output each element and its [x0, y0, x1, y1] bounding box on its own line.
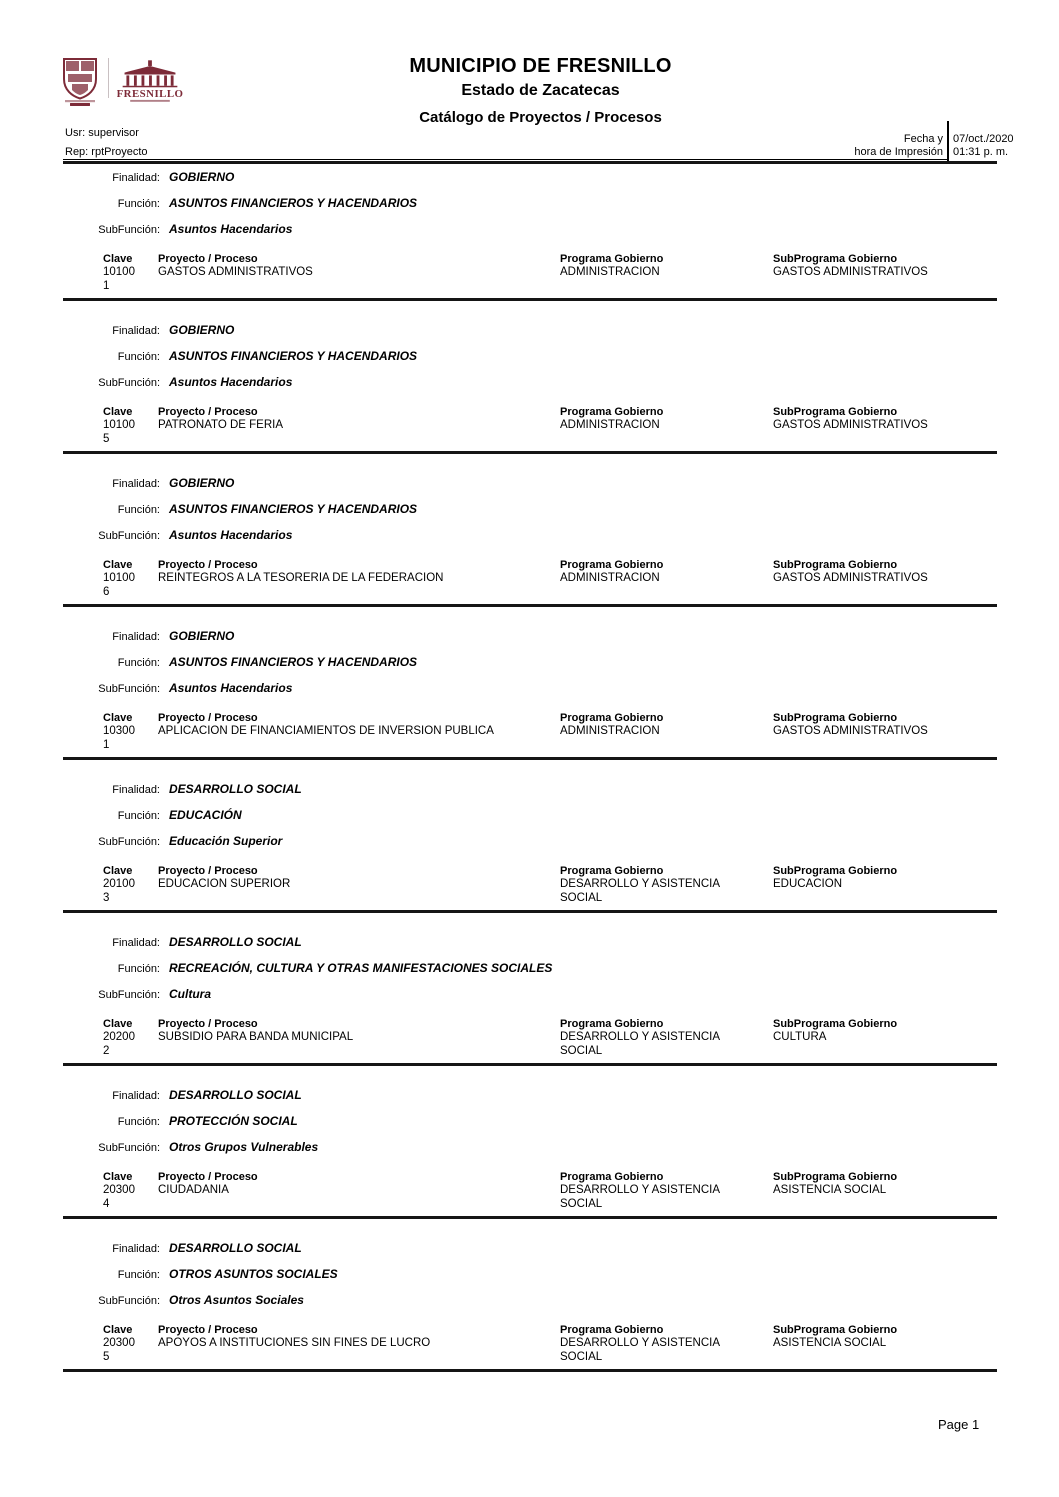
subprograma-column-header: SubPrograma Gobierno: [773, 406, 898, 418]
funcion-label: Función:: [117, 963, 160, 975]
table-row: [63, 1031, 997, 1058]
funcion-label: Función:: [117, 1269, 160, 1281]
subfuncion-value: Asuntos Hacendarios: [169, 681, 293, 695]
programa-cell: [560, 1184, 773, 1211]
programa-column-header: Programa Gobierno: [560, 1171, 664, 1183]
print-label-line2: hora de Impresión: [854, 146, 943, 158]
table-row: [63, 266, 997, 293]
projects-table: [63, 405, 997, 446]
finalidad-row: [63, 629, 997, 644]
programa-column-header: Programa Gobierno: [560, 1018, 664, 1030]
programa-column-header: Programa Gobierno: [560, 253, 664, 265]
proyecto-column-header: Proyecto / Proceso: [158, 406, 258, 418]
subprograma-column-header: SubPrograma Gobierno: [773, 559, 898, 571]
subfuncion-value: Asuntos Hacendarios: [169, 528, 293, 542]
funcion-value: ASUNTOS FINANCIEROS Y HACENDARIOS: [169, 502, 418, 516]
finalidad-value: GOBIERNO: [169, 323, 235, 337]
finalidad-label: Finalidad:: [112, 478, 160, 490]
subfuncion-label: SubFunción:: [98, 530, 160, 542]
programa-value: ADMINISTRACION: [560, 266, 660, 278]
funcion-value: EDUCACIÓN: [169, 808, 242, 822]
table-header-row: [63, 711, 997, 725]
programa-cell: [560, 572, 773, 586]
page-title: MUNICIPIO DE FRESNILLO: [409, 55, 672, 77]
funcion-label: Función:: [117, 504, 160, 516]
table-header-row: [63, 405, 997, 419]
subfuncion-row: [63, 987, 997, 1002]
clave-value: 20300: [103, 1337, 135, 1349]
finalidad-value: DESARROLLO SOCIAL: [169, 1241, 302, 1255]
subfuncion-value: Cultura: [169, 987, 211, 1001]
finalidad-value: GOBIERNO: [169, 170, 235, 184]
table-row: [63, 725, 997, 752]
projects-table: [63, 1323, 997, 1364]
clave-cell: [103, 878, 158, 905]
proyecto-column-header: Proyecto / Proceso: [158, 712, 258, 724]
programa-column-header: Programa Gobierno: [560, 712, 664, 724]
subfuncion-label: SubFunción:: [98, 1142, 160, 1154]
clave-column-header: Clave: [103, 559, 133, 571]
clave-value: 20300: [103, 1184, 135, 1196]
proyecto-cell: GASTOS ADMINISTRATIVOS: [158, 266, 313, 278]
subprograma-column-header: SubPrograma Gobierno: [773, 1018, 898, 1030]
finalidad-label: Finalidad:: [112, 325, 160, 337]
table-header-row: [63, 1170, 997, 1184]
programa-value: ADMINISTRACION: [560, 419, 660, 431]
subfuncion-row: [63, 681, 997, 696]
table-header-row: [63, 1017, 997, 1031]
proyecto-column-header: Proyecto / Proceso: [158, 1171, 258, 1183]
title-block: [22, 55, 1059, 126]
programa-value: ADMINISTRACION: [560, 572, 660, 584]
catalog-section: [63, 454, 997, 607]
funcion-row: [63, 1114, 997, 1129]
catalog-section: [63, 913, 997, 1066]
proyecto-cell: PATRONATO DE FERIA: [158, 419, 284, 431]
projects-table: [63, 1170, 997, 1211]
clave-suffix-value: 6: [103, 585, 110, 598]
finalidad-row: [63, 935, 997, 950]
finalidad-label: Finalidad:: [112, 937, 160, 949]
subfuncion-value: Educación Superior: [169, 834, 283, 848]
clave-cell: [103, 1337, 158, 1364]
funcion-row: [63, 502, 997, 517]
funcion-label: Función:: [117, 810, 160, 822]
clave-value: 20200: [103, 1031, 135, 1043]
finalidad-row: [63, 782, 997, 797]
subfuncion-value: Asuntos Hacendarios: [169, 222, 293, 236]
programa-value: DESARROLLO Y ASISTENCIA SOCIAL: [560, 1184, 720, 1210]
clave-suffix-value: 5: [103, 432, 110, 445]
catalog-section: [63, 164, 997, 301]
subfuncion-row: [63, 1293, 997, 1308]
finalidad-row: [63, 476, 997, 491]
projects-table: [63, 252, 997, 293]
subprograma-cell: GASTOS ADMINISTRATIVOS: [773, 572, 928, 584]
clave-column-header: Clave: [103, 1324, 133, 1336]
programa-cell: [560, 1337, 773, 1364]
proyecto-column-header: Proyecto / Proceso: [158, 1324, 258, 1336]
report-body: [63, 164, 997, 1372]
print-datetime-separator: [947, 121, 949, 161]
proyecto-column-header: Proyecto / Proceso: [158, 865, 258, 877]
table-row: [63, 1337, 997, 1364]
finalidad-value: DESARROLLO SOCIAL: [169, 1088, 302, 1102]
print-label-line1: Fecha y: [903, 133, 943, 145]
funcion-row: [63, 196, 997, 211]
subfuncion-label: SubFunción:: [98, 836, 160, 848]
subfuncion-row: [63, 528, 997, 543]
clave-cell: [103, 266, 158, 293]
clave-cell: [103, 1031, 158, 1058]
funcion-row: [63, 655, 997, 670]
clave-column-header: Clave: [103, 1018, 133, 1030]
proyecto-cell: APLICACION DE FINANCIAMIENTOS DE INVERSION PUBLICA: [158, 725, 494, 737]
programa-column-header: Programa Gobierno: [560, 865, 664, 877]
subfuncion-label: SubFunción:: [98, 683, 160, 695]
clave-value: 20100: [103, 878, 135, 890]
programa-cell: [560, 725, 773, 739]
funcion-row: [63, 349, 997, 364]
subfuncion-row: [63, 1140, 997, 1155]
table-row: [63, 419, 997, 446]
print-date-value: 07/oct./2020: [953, 133, 1014, 145]
table-header-row: [63, 252, 997, 266]
projects-table: [63, 558, 997, 599]
subfuncion-row: [63, 834, 997, 849]
catalog-section: [63, 607, 997, 760]
clave-value: 10100: [103, 419, 135, 431]
subprograma-column-header: SubPrograma Gobierno: [773, 253, 898, 265]
subprograma-cell: GASTOS ADMINISTRATIVOS: [773, 419, 928, 431]
clave-cell: [103, 419, 158, 446]
funcion-value: OTROS ASUNTOS SOCIALES: [169, 1267, 338, 1281]
user-label: Usr: supervisor: [65, 127, 139, 139]
subprograma-column-header: SubPrograma Gobierno: [773, 712, 898, 724]
subprograma-cell: GASTOS ADMINISTRATIVOS: [773, 266, 928, 278]
subprograma-cell: ASISTENCIA SOCIAL: [773, 1337, 887, 1349]
funcion-label: Función:: [117, 1116, 160, 1128]
funcion-label: Función:: [117, 351, 160, 363]
programa-value: ADMINISTRACION: [560, 725, 660, 737]
proyecto-column-header: Proyecto / Proceso: [158, 559, 258, 571]
subprograma-column-header: SubPrograma Gobierno: [773, 865, 898, 877]
table-header-row: [63, 1323, 997, 1337]
proyecto-cell: REINTEGROS A LA TESORERIA DE LA FEDERACION: [158, 572, 444, 584]
clave-suffix-value: 3: [103, 891, 110, 904]
print-datetime-value: [953, 133, 1014, 159]
clave-cell: [103, 725, 158, 752]
clave-suffix-value: 4: [103, 1197, 110, 1210]
catalog-section: [63, 1219, 997, 1372]
subprograma-cell: ASISTENCIA SOCIAL: [773, 1184, 887, 1196]
finalidad-label: Finalidad:: [112, 1090, 160, 1102]
catalog-section: [63, 301, 997, 454]
clave-value: 10100: [103, 572, 135, 584]
table-row: [63, 1184, 997, 1211]
clave-column-header: Clave: [103, 406, 133, 418]
finalidad-row: [63, 323, 997, 338]
programa-value: DESARROLLO Y ASISTENCIA SOCIAL: [560, 1031, 720, 1057]
finalidad-label: Finalidad:: [112, 172, 160, 184]
programa-column-header: Programa Gobierno: [560, 559, 664, 571]
programa-cell: [560, 878, 773, 905]
proyecto-cell: SUBSIDIO PARA BANDA MUNICIPAL: [158, 1031, 354, 1043]
programa-cell: [560, 419, 773, 433]
subprograma-cell: EDUCACION: [773, 878, 843, 890]
projects-table: [63, 864, 997, 905]
funcion-row: [63, 961, 997, 976]
funcion-value: PROTECCIÓN SOCIAL: [169, 1114, 298, 1128]
projects-table: [63, 711, 997, 752]
table-header-row: [63, 864, 997, 878]
proyecto-cell: EDUCACION SUPERIOR: [158, 878, 291, 890]
subprograma-cell: GASTOS ADMINISTRATIVOS: [773, 725, 928, 737]
subprograma-column-header: SubPrograma Gobierno: [773, 1324, 898, 1336]
funcion-value: ASUNTOS FINANCIEROS Y HACENDARIOS: [169, 196, 418, 210]
subprograma-cell: CULTURA: [773, 1031, 827, 1043]
clave-column-header: Clave: [103, 1171, 133, 1183]
subfuncion-row: [63, 375, 997, 390]
finalidad-value: GOBIERNO: [169, 629, 235, 643]
clave-value: 10100: [103, 266, 135, 278]
header-rule-thin: [63, 159, 947, 160]
programa-column-header: Programa Gobierno: [560, 406, 664, 418]
finalidad-label: Finalidad:: [112, 631, 160, 643]
page-number: Page 1: [938, 1417, 980, 1432]
report-title: Catálogo de Proyectos / Procesos: [419, 109, 662, 126]
finalidad-value: GOBIERNO: [169, 476, 235, 490]
proyecto-column-header: Proyecto / Proceso: [158, 1018, 258, 1030]
finalidad-row: [63, 1241, 997, 1256]
subfuncion-value: Otros Asuntos Sociales: [169, 1293, 304, 1307]
subfuncion-value: Asuntos Hacendarios: [169, 375, 293, 389]
clave-value: 10300: [103, 725, 135, 737]
subfuncion-value: Otros Grupos Vulnerables: [169, 1140, 319, 1154]
funcion-value: ASUNTOS FINANCIEROS Y HACENDARIOS: [169, 349, 418, 363]
subfuncion-label: SubFunción:: [98, 224, 160, 236]
finalidad-value: DESARROLLO SOCIAL: [169, 782, 302, 796]
catalog-section: [63, 760, 997, 913]
proyecto-column-header: Proyecto / Proceso: [158, 253, 258, 265]
clave-suffix-value: 5: [103, 1350, 110, 1363]
finalidad-value: DESARROLLO SOCIAL: [169, 935, 302, 949]
clave-column-header: Clave: [103, 253, 133, 265]
programa-value: DESARROLLO Y ASISTENCIA SOCIAL: [560, 1337, 720, 1363]
fresnillo-logo-text: FRESNILLO: [117, 88, 183, 101]
funcion-row: [63, 1267, 997, 1282]
funcion-row: [63, 808, 997, 823]
finalidad-label: Finalidad:: [112, 784, 160, 796]
finalidad-row: [63, 170, 997, 185]
finalidad-row: [63, 1088, 997, 1103]
subfuncion-label: SubFunción:: [98, 1295, 160, 1307]
catalog-section: [63, 1066, 997, 1219]
subfuncion-row: [63, 222, 997, 237]
subprograma-column-header: SubPrograma Gobierno: [773, 1171, 898, 1183]
report-name-label: Rep: rptProyecto: [65, 146, 148, 158]
print-datetime-label: [854, 133, 943, 159]
page-subtitle: Estado de Zacatecas: [461, 82, 620, 99]
table-row: [63, 572, 997, 599]
programa-column-header: Programa Gobierno: [560, 1324, 664, 1336]
table-row: [63, 878, 997, 905]
programa-value: DESARROLLO Y ASISTENCIA SOCIAL: [560, 878, 720, 904]
funcion-label: Función:: [117, 657, 160, 669]
subfuncion-label: SubFunción:: [98, 989, 160, 1001]
programa-cell: [560, 266, 773, 280]
funcion-label: Función:: [117, 198, 160, 210]
proyecto-cell: APOYOS A INSTITUCIONES SIN FINES DE LUCRO: [158, 1337, 431, 1349]
clave-suffix-value: 2: [103, 1044, 110, 1057]
print-time-value: 01:31 p. m.: [953, 146, 1009, 158]
table-header-row: [63, 558, 997, 572]
subfuncion-label: SubFunción:: [98, 377, 160, 389]
funcion-value: ASUNTOS FINANCIEROS Y HACENDARIOS: [169, 655, 418, 669]
funcion-value: RECREACIÓN, CULTURA Y OTRAS MANIFESTACIONES SOCIALES: [169, 961, 553, 975]
clave-cell: [103, 572, 158, 599]
clave-column-header: Clave: [103, 865, 133, 877]
clave-suffix-value: 1: [103, 279, 110, 292]
clave-suffix-value: 1: [103, 738, 110, 751]
clave-cell: [103, 1184, 158, 1211]
finalidad-label: Finalidad:: [112, 1243, 160, 1255]
projects-table: [63, 1017, 997, 1058]
programa-cell: [560, 1031, 773, 1058]
proyecto-cell: CIUDADANIA: [158, 1184, 229, 1196]
clave-column-header: Clave: [103, 712, 133, 724]
